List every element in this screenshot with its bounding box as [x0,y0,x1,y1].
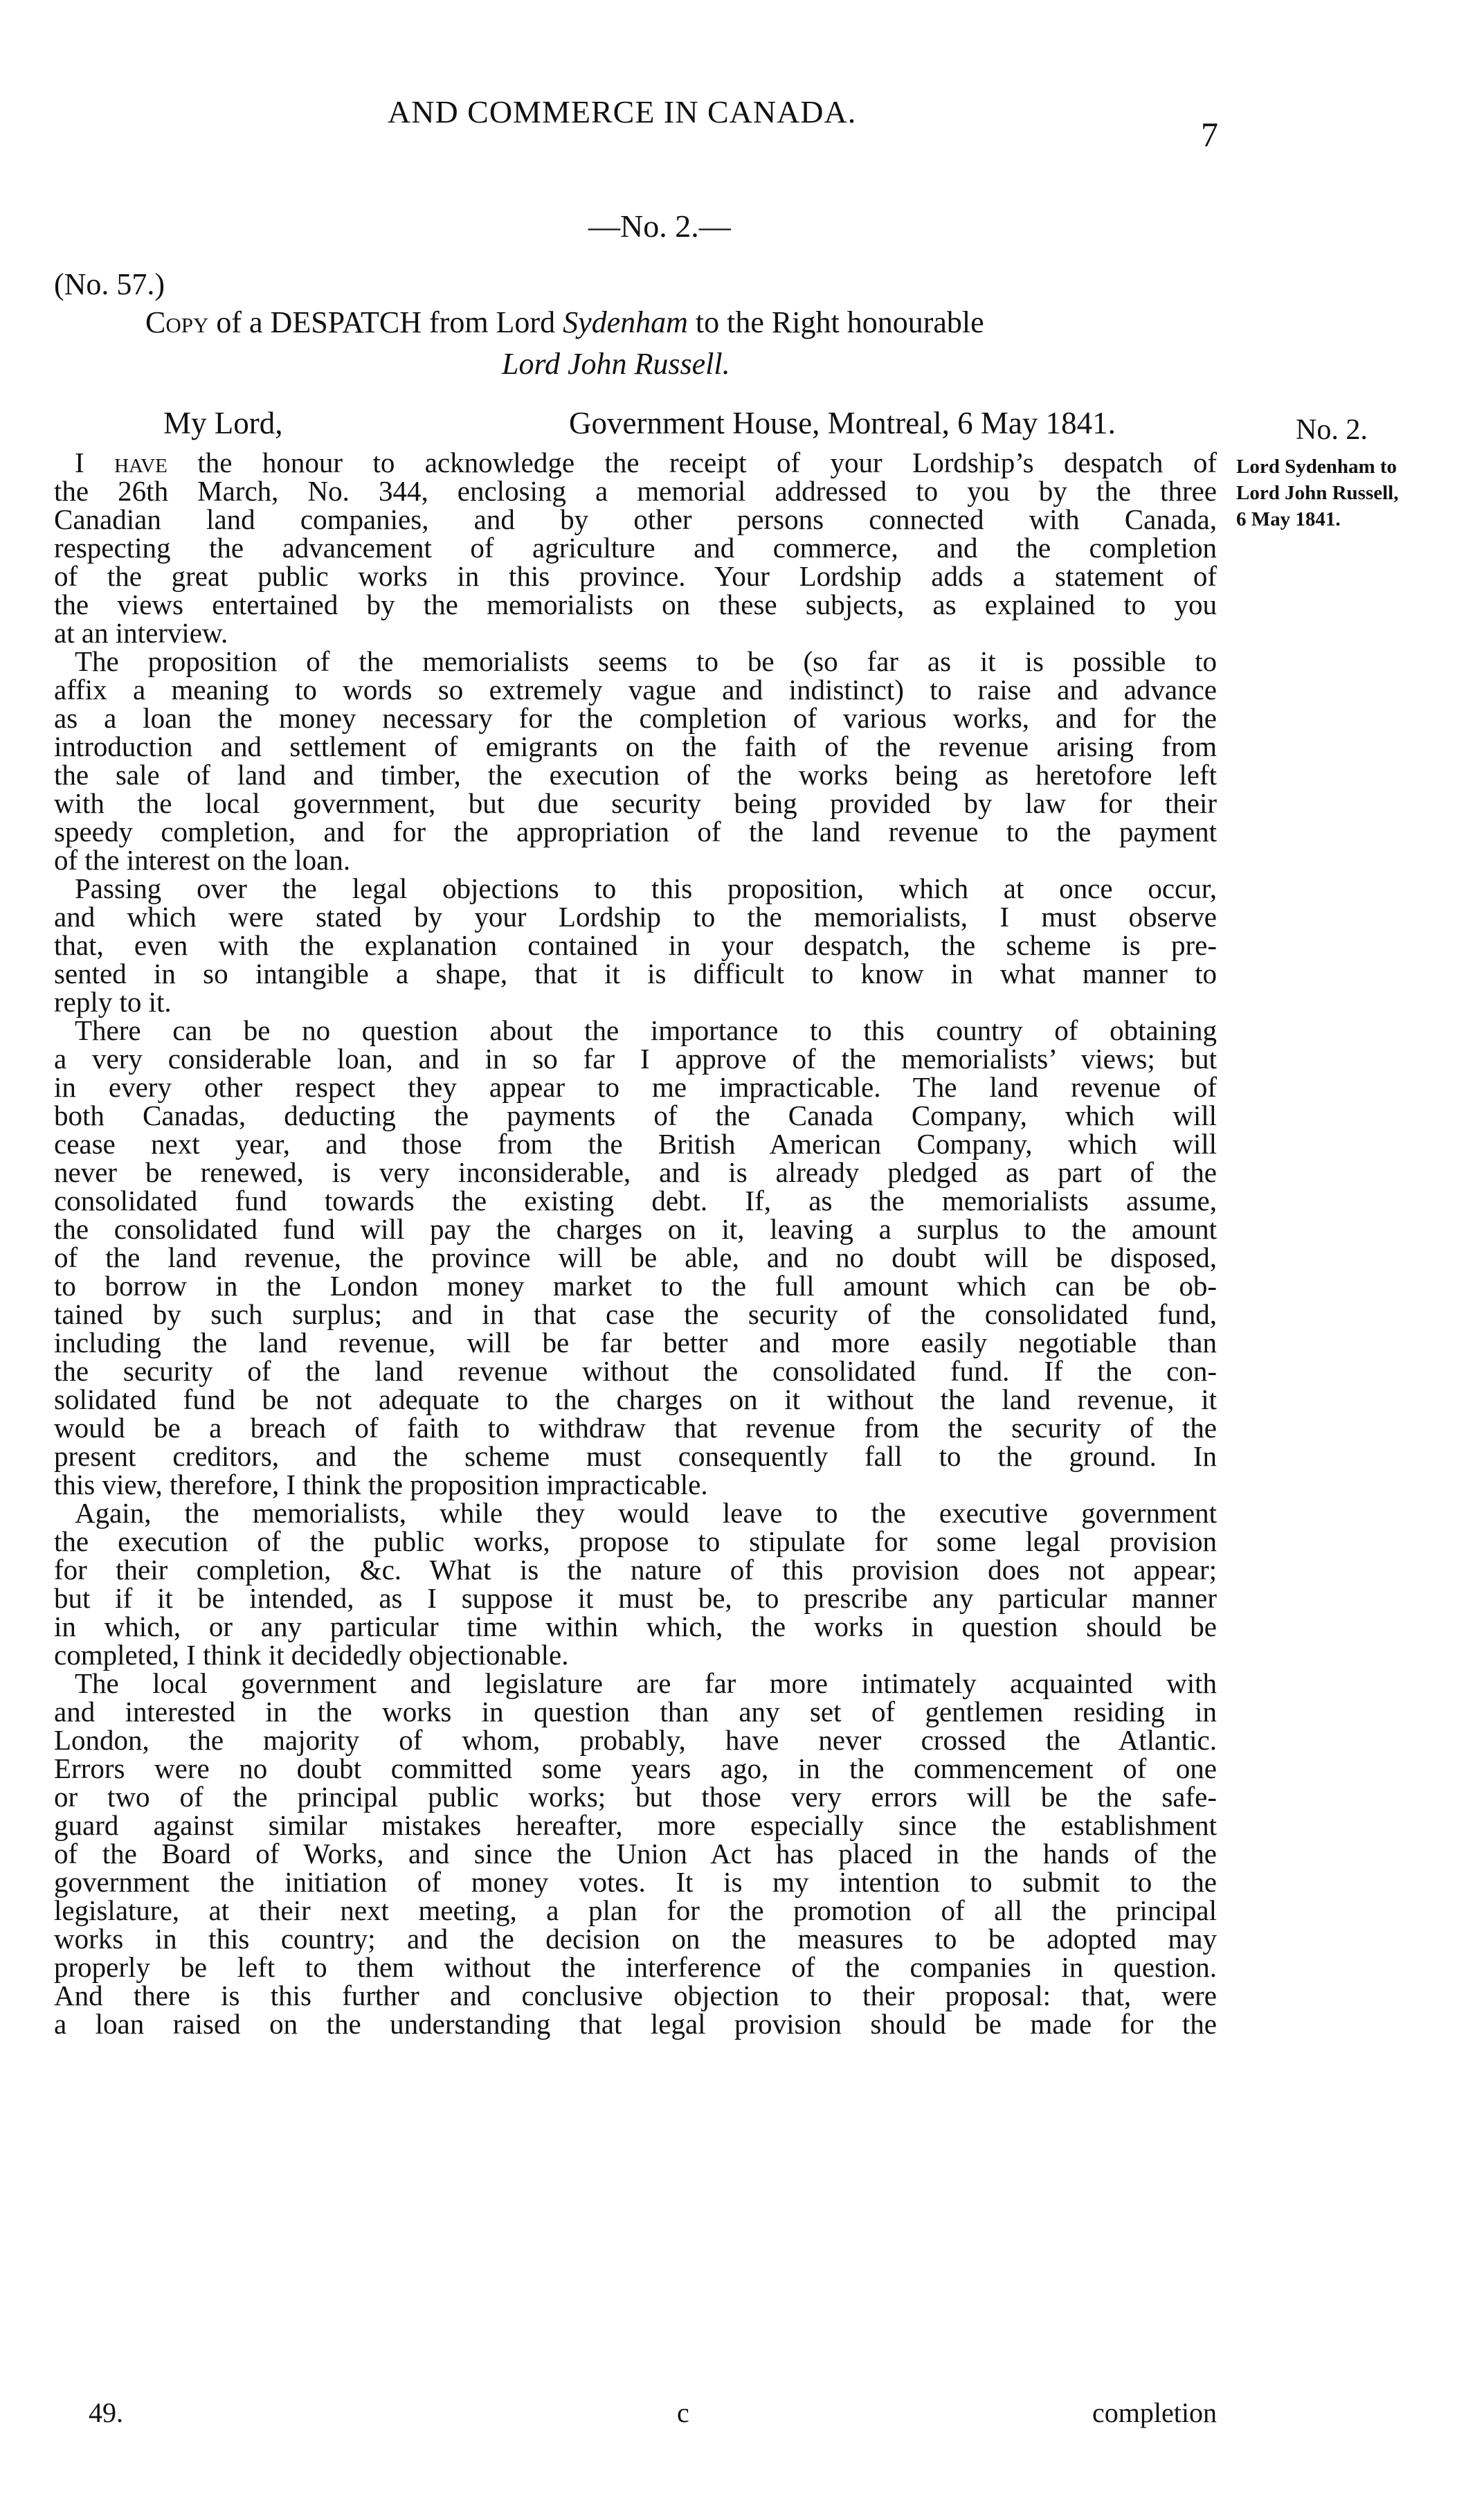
title-text-a: of a DESPATCH from Lord [208,305,563,339]
body-text-line: Canadian land companies, and by other persons connected with Canada, [54,503,1217,535]
body-text-line: the views entertained by the memorialists on these subjects, as explained to you [54,589,1217,620]
body-text-line: the 26th March, No. 344, enclosing a memorial addressed to you by the three [54,475,1217,507]
title-text-b: to the Right honourable [687,305,984,339]
salutation: My Lord, [163,406,283,440]
body-text-line: works in this country; and the decision on the measures to be adopted may [54,1923,1217,1955]
body-text-line: but if it be intended, as I suppose it must be, to prescribe any particular manner [54,1582,1217,1614]
running-head: AND COMMERCE IN CANADA. [388,94,857,129]
body-text-line: a very considerable loan, and in so far I approve of the memorialists’ views; but [54,1043,1217,1075]
body-text-line: tained by such surplus; and in that case the security of the consolidated fund, [54,1298,1217,1330]
signature-mark: 49. [89,2397,123,2428]
body-text-line: of the land revenue, the province will be able, and no doubt will be disposed, [54,1241,1217,1273]
body-text-line: present creditors, and the scheme must consequently fall to the ground. In [54,1440,1217,1472]
body-text-line: respecting the advancement of agriculture and commerce, and the completion [54,532,1217,564]
body-text-line: The proposition of the memorialists seems to be (so far as it is possible to [75,645,1217,677]
body-text-line: sented in so intangible a shape, that it is difficult to know in what manner to [54,958,1217,989]
body-text-line: speedy completion, and for the appropriation of the land revenue to the payment [54,816,1217,847]
body-text-line: Again, the memorialists, while they would leave to the executive government [75,1497,1217,1529]
body-text-line: government the initiation of money votes. It is my intention to submit to the [54,1866,1217,1898]
body-text-line: reply to it. [54,986,172,1018]
despatch-recipient [502,346,730,382]
title-sender-name: Sydenham [563,305,688,339]
margin-note [1236,454,1472,532]
document-number: —No. 2.— [588,208,731,244]
body-text-line: a loan raised on the understanding that legal provision should be made for the [54,2008,1217,2040]
body-text-line: completed, I think it decidedly objectionable. [54,1639,569,1671]
body-text-line: legislature, at their next meeting, a plan for the promotion of all the principal [54,1894,1217,1926]
body-text-line: consolidated fund towards the existing debt. If, as the memorialists assume, [54,1185,1217,1217]
body-text-line: or two of the principal public works; but those very errors will be the safe- [54,1781,1217,1813]
body-text-line: that, even with the explanation contained in your despatch, the scheme is pre- [54,929,1217,961]
body-text-line: this view, therefore, I think the proposition impracticable. [54,1469,708,1500]
margin-note-line: Lord Sydenham to [1236,456,1397,478]
body-text-line: the execution of the public works, propose to stipulate for some legal provision [54,1525,1217,1557]
body-text-line: Errors were no doubt committed some years ago, in the commencement of one [54,1752,1217,1784]
body-text-line: of the interest on the loan. [54,844,351,876]
dateline: Government House, Montreal, 6 May 1841. [569,406,1116,440]
body-text-line: of the great public works in this province. Your Lordship adds a statement of [54,560,1217,592]
margin-note-line: Lord John Russell, [1236,482,1399,504]
body-text-line: including the land revenue, will be far better and more easily negotiable than [54,1327,1217,1358]
body-text-line: as a loan the money necessary for the completion of various works, and for the [54,702,1217,734]
page-footer [54,2396,1217,2430]
body-text-line: in which, or any particular time within which, the works in question should be [54,1611,1217,1642]
title-copy-word: Copy [145,305,209,339]
body-text-line: of the Board of Works, and since the Union Act has placed in the hands of the [54,1838,1217,1869]
body-text-line: cease next year, and those from the British American Company, which will [54,1128,1217,1160]
body-text-line: affix a meaning to words so extremely vague and indistinct) to raise and advance [54,674,1217,706]
margin-number: No. 2. [1296,414,1368,446]
body-text-line: for their completion, &c. What is the nature of this provision does not appear; [54,1554,1217,1586]
body-text-line: introduction and settlement of emigrants on the faith of the revenue arising from [54,730,1217,762]
body-text-line: the sale of land and timber, the execution of the works being as heretofore left [54,759,1217,791]
body-text-line: and interested in the works in question than any set of gentlemen residing in [54,1696,1217,1728]
body-text-line: and which were stated by your Lordship to the memorialists, I must observe [54,901,1217,933]
body-text-line: And there is this further and conclusive objection to their proposal: that, were [54,1980,1217,2011]
body-text-line: to borrow in the London money market to the full amount which can be ob- [54,1270,1217,1302]
body-text-line: at an interview. [54,617,228,649]
body-text-line: There can be no question about the importance to this country of obtaining [75,1014,1217,1046]
body-text-line: the security of the land revenue without the consolidated fund. If the con- [54,1355,1217,1387]
body-text-line: The local government and legislature are far more intimately acquainted with [75,1667,1217,1699]
body-text-line: guard against similar mistakes hereafter, more especially since the establishment [54,1809,1217,1841]
body-text-line: Passing over the legal objections to this proposition, which at once occur, [75,872,1217,904]
body-text-line: properly be left to them without the interference of the companies in question. [54,1951,1217,1983]
body-text-line: the consolidated fund will pay the charges on it, leaving a surplus to the amount [54,1213,1217,1245]
body-text-line: I have the honour to acknowledge the receipt of your Lordship’s despatch of [75,447,1217,478]
signature-letter: c [677,2397,689,2428]
body-text-line: solidated fund be not adequate to the charges on it without the land revenue, it [54,1383,1217,1415]
body-text-line: in every other respect they appear to me impracticable. The land revenue of [54,1071,1217,1103]
body-text-line: both Canadas, deducting the payments of the Canada Company, which will [54,1100,1217,1131]
despatch-number: (No. 57.) [54,267,165,301]
margin-note-line: 6 May 1841. [1236,508,1341,530]
despatch-body [54,449,1217,2038]
title-recipient-name: Lord John Russell. [502,347,730,381]
body-text-line: with the local government, but due security being provided by law for their [54,787,1217,819]
body-text-line: would be a breach of faith to withdraw that revenue from the security of the [54,1412,1217,1444]
despatch-title [145,305,984,340]
body-text-line: never be renewed, is very inconsiderable, and is already pledged as part of the [54,1156,1217,1188]
body-text-line: London, the majority of whom, probably, have never crossed the Atlantic. [54,1724,1217,1756]
page-number: 7 [1201,115,1218,154]
catchword: completion [1092,2397,1217,2428]
